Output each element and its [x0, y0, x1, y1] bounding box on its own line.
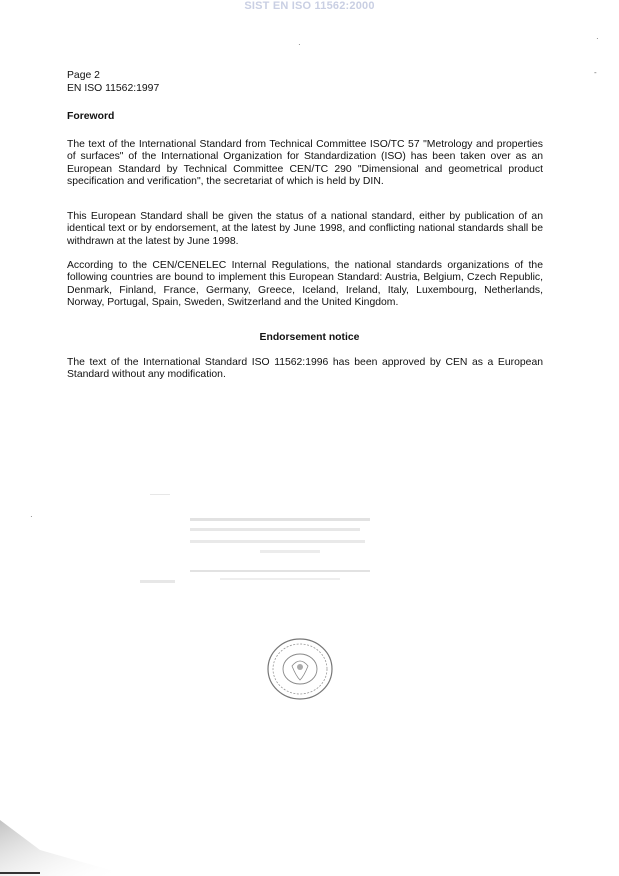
endorsement-heading: Endorsement notice — [259, 332, 360, 343]
scan-speck: · — [596, 34, 599, 43]
bleed-through-stamp — [140, 488, 380, 593]
foreword-paragraph-1: The text of the International Standard from Technical Committee ISO/TC 57 "Metrology and properties of surfaces" of the International Organization for Standardization (ISO) has been taken over as an European Standard by Technical Committee CEN/TC 290 "Dimensional and geometrical product specification and verification", the secretariat of which is held by DIN. — [67, 139, 543, 188]
watermark: SIST EN ISO 11562:2000 — [244, 0, 375, 12]
endorsement-text: The text of the International Standard ISO 11562:1996 has been approved by CEN as a European Standard without any modification. — [67, 357, 543, 381]
scan-speck: · — [30, 512, 33, 521]
scan-noise — [0, 810, 120, 876]
page-number: Page 2 — [67, 70, 100, 81]
scan-speck: - — [594, 68, 597, 77]
foreword-heading: Foreword — [67, 111, 115, 122]
foreword-paragraph-2: This European Standard shall be given the status of a national standard, either by publication of an identical text or by endorsement, at the latest by June 1998, and conflicting national standards shall be withdrawn at the latest by June 1998. — [67, 211, 543, 247]
official-seal-icon — [265, 636, 335, 702]
scan-speck: · — [298, 40, 301, 49]
foreword-paragraph-3: According to the CEN/CENELEC Internal Regulations, the national standards organizations of the following countries are bound to implement this European Standard: Austria, Belgium, Czech Republic, Denmark, Finland, France, Germany, Greece, Iceland, Ireland, Italy, Luxembourg, Netherlands, Norway, Portugal, Spain, Sweden, Switzerland and the United Kingdom. — [67, 260, 543, 309]
standard-reference: EN ISO 11562:1997 — [67, 83, 160, 94]
